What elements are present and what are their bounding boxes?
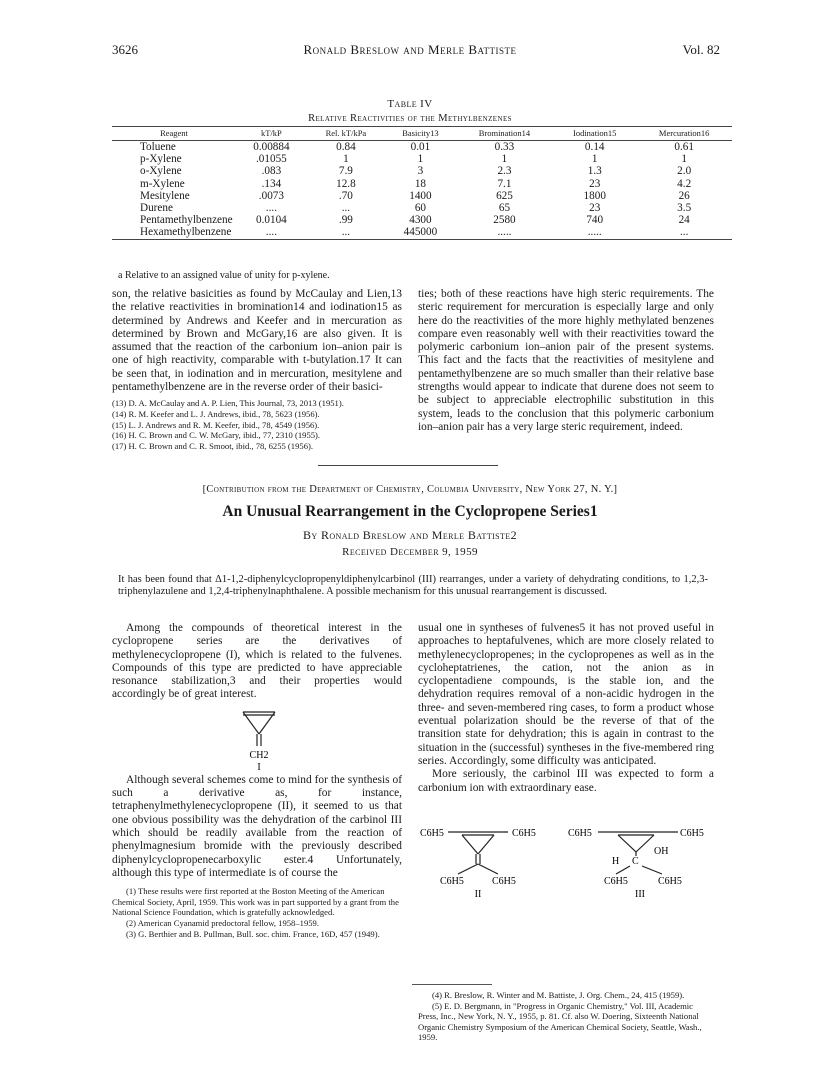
value-cell: 3.5 [677,202,692,215]
compound-label: III [635,889,645,900]
table-row [112,214,732,226]
value-cell: 7.9 [338,165,353,178]
value-cell: 740 [586,214,604,227]
column-header: Reagent [112,127,236,141]
value-cell: 1 [591,153,598,166]
value-cell: 625 [496,189,513,202]
reagent-cell: Mesitylene [140,189,190,202]
footnote: (17) H. C. Brown and C. R. Smoot, ibid., 78, 6255 (1956). [112,440,313,451]
value-cell: 23 [589,202,601,215]
value-cell: .70 [338,189,353,202]
value-cell: 65 [498,202,511,215]
table-row [112,141,732,154]
body-paragraph: Among the compounds of theoretical interest in the cyclopropene series are the derivatives of methylenecyclopropene (I), which is related to the fulvenes. Compounds of this type are predicted to have appreciable resonance stabilization,3 and their properties would accordingly be of great interest. [112,622,402,701]
value-cell: 12.8 [336,177,356,190]
reagent-cell: Toluene [140,141,176,153]
hydroxyl-label: OH [654,846,669,857]
value-cell: .... [265,202,277,215]
value-cell: 18 [414,177,426,190]
footnote: (3) G. Berthier and B. Pullman, Bull. soc. chim. France, 16D, 457 (1949). [126,928,380,939]
body-left-column [112,622,402,939]
compound-label: II [474,889,482,900]
column-header: kT/kP [236,127,307,141]
byline: By Ronald Breslow and Merle Battiste2 [302,528,518,542]
footnote: (15) L. J. Andrews and R. M. Keefer, ibid., 78, 4549 (1956). [112,419,320,430]
substituent-label: C6H5 [440,876,464,887]
value-cell: 0.61 [674,141,694,153]
value-cell: .083 [261,165,282,178]
value-cell: .01055 [256,153,287,166]
received-date: Received December 9, 1959 [342,546,478,558]
hydrogen-label: H [612,856,620,867]
footnote: (4) R. Breslow, R. Winter and M. Battiste, J. Org. Chem., 24, 415 (1959). [432,990,685,1000]
section-divider [318,465,498,466]
value-cell: 1 [343,153,349,166]
value-cell: 23 [589,177,601,190]
value-cell: 60 [414,202,426,215]
reagent-cell: p-Xylene [140,153,182,166]
value-cell: ..... [456,226,553,239]
footnote-rule [412,984,492,985]
value-cell: 1400 [409,189,432,202]
page-number: 3626 [112,42,138,57]
substituent-label: C6H5 [658,876,682,887]
value-cell: 1 [501,153,508,166]
value-cell: .... [236,226,307,239]
left-footnotes [112,886,402,939]
value-cell: 0.84 [336,141,356,153]
value-cell: ... [341,202,351,215]
value-cell: .134 [261,177,282,190]
footnote: (2) American Cyanamid predoctoral fellow, 1958–1959. [126,917,319,928]
value-cell: 2580 [493,214,516,227]
value-cell: 3 [417,165,424,178]
substituent-label: CH2 [249,749,269,761]
body-right-column [418,622,714,795]
substituent-label: C6H5 [512,828,536,839]
reagent-cell: m-Xylene [140,177,185,190]
running-header-authors: Ronald Breslow and Merle Battiste [303,42,517,57]
value-cell: 2.0 [677,165,692,178]
reagent-cell: Durene [140,202,173,215]
column-header: Basicity13 [385,127,456,141]
carbon-label: C [632,856,639,867]
reagent-cell: Pentamethylbenzene [140,214,233,227]
value-cell: ... [636,226,732,239]
value-cell: 0.01 [410,141,431,153]
reactivity-table [112,126,732,240]
footnote: (5) E. D. Bergmann, in "Progress in Organic Chemistry," Vol. III, Academic Press, Inc., New York, N. Y., 1955, p. 81. Cf. also W. Doering, Sixteenth National Organic Chemistry Symposium of the American Chemical Society, Seattle, Wash., 1959. [418,1000,702,1043]
article-title: An Unusual Rearrangement in the Cyclopropene Series1 [222,503,598,520]
value-cell: 7.1 [497,177,512,190]
value-cell: 1800 [583,189,606,202]
structures-II-III [418,822,714,900]
volume: Vol. 82 [682,42,720,57]
top-left-footnotes [112,398,402,451]
value-cell: 24 [678,214,690,227]
reagent-cell: Hexamethylbenzene [112,226,236,239]
substituent-label: C6H5 [680,828,704,839]
column-header: Mercuration16 [636,127,732,141]
table-row [112,190,732,202]
footnote: (16) H. C. Brown and C. W. McGary, ibid., 77, 2310 (1955). [112,430,321,441]
value-cell: 1 [417,153,424,166]
footnote: (13) D. A. McCaulay and A. P. Lien, This Journal, 73, 2013 (1951). [112,398,344,409]
cyclopropene-ring [243,712,275,746]
value-cell: .0073 [258,189,284,202]
body-paragraph: More seriously, the carbinol III was expected to form a carbonium ion with extraordinary ease. [418,768,714,794]
column-header: Iodination15 [553,127,636,141]
value-cell: 0.0104 [256,214,287,227]
value-cell: 4300 [409,214,432,227]
table-row [112,153,732,165]
table-footnote: a Relative to an assigned value of unity for p-xylene. [118,270,330,281]
table-header-row [112,127,732,141]
substituent-label: C6H5 [420,828,444,839]
footnote: (14) R. M. Keefer and L. J. Andrews, ibid., 78, 5623 (1956). [112,408,320,419]
structure-II [420,828,536,900]
top-right-paragraph: ties; both of these reactions have high steric requirements. The steric requirement for mercuration is especially large and only here do the reactivities of the more highly methylated benzenes compare even reasonably well with their reactivities toward the polymeric carbonium ion–anion pair of the present systems. This fact and the facts that the reactivities of mesitylene and pentamethylbenzene are so much smaller than their relative base strengths would appear to indicate that durene does not seem to be subject to appreciable electrophilic substitution in this system, leads to the conclusion that this polymeric carbonium ion–anion pair has a very large steric requirement, indeed. [418,288,714,433]
top-left-column [112,288,402,451]
top-right-column [418,288,714,434]
value-cell: ... [307,226,385,239]
body-paragraph: usual one in syntheses of fulvenes5 it has not proved useful in approaches to heptafulvenes, which are more closely related to methylenecyclopropenes; in the cyclopropenes as well as in the cycloheptatrienes, the cation, not the anion as in cyclopentadiene compounds, is the stable ion, and the dehydration requires removal of a non-acidic hydrogen in the three- and seven-membered ring cases, to form a product whose eventual polarization should be the reverse of that of the transition state for dehydration; this is again in contrast to the situation in the (successful) syntheses in the five-membered ring series. Accordingly, some difficulty was anticipated. [418,622,714,767]
table-row [112,178,732,190]
contribution-line: [Contribution from the Department of Chemistry, Columbia University, New York 27, N. Y.] [202,484,618,495]
table-subtitle: Relative Reactivities of the Methylbenzenes [308,113,512,124]
substituent-label: C6H5 [568,828,592,839]
column-header: Rel. kT/kPa [307,127,385,141]
compound-label: I [257,761,261,772]
value-cell: 0.33 [494,141,515,153]
table-row [112,202,732,214]
value-cell: 2.3 [497,165,512,178]
value-cell: 0.14 [584,141,605,153]
body-paragraph: Although several schemes come to mind for the synthesis of such a derivative as, for instance, tetraphenylmethylenecyclopropene (II), it seemed to us that one obvious possibility was the dehydration of the carbinol III which should be readily available from the reaction of phenylmagnesium bromide with the previously described diphenylcyclopropenecarboxylic ester.4 Unfortunately, although this type of intermediate is of course the [112,773,402,879]
table-title: Table IV [387,98,433,110]
top-left-paragraph: son, the relative basicities as found by McCaulay and Lien,13 the relative reactivities in bromination14 and iodination15 as determined by Andrews and Keefer and in mercuration as determined by Brown and McGary,16 are also given. It is assumed that the reaction of the carbonium ion–anion pair is one of high reactivity, comparable with t-butylation.17 It can be seen that, in iodination and in mercuration, mesitylene and pentamethylbenzene are in the reverse order of their basici- [112,288,402,394]
value-cell: ..... [553,226,636,239]
structure-I [112,706,402,772]
substituent-label: C6H5 [604,876,628,887]
footnote: (1) These results were first reported at the Boston Meeting of the American Chemical Society, April, 1959. This work was in part supported by a grant from the National Science Foundation, which is gratefully acknowledged. [112,886,399,918]
abstract: It has been found that Δ1-1,2-diphenylcyclopropenyldiphenylcarbinol (III) rearranges, under a variety of dehydrating conditions, to 1,2,3-triphenylazulene and 1,2,4-triphenylnaphthalene. A possible mechanism for this unusual rearrangement is discussed. [118,574,708,597]
value-cell: 26 [678,189,690,202]
value-cell: 445000 [385,226,456,239]
table-row [112,165,732,177]
value-cell: .99 [338,214,353,227]
reagent-cell: o-Xylene [140,165,182,178]
value-cell: 0.00884 [253,141,290,153]
value-cell: 4.2 [677,177,692,190]
structure-III [568,828,704,900]
column-header: Bromination14 [456,127,553,141]
value-cell: 1.3 [587,165,602,178]
substituent-label: C6H5 [492,876,516,887]
table-row [112,226,732,239]
right-footnotes [418,990,714,1043]
value-cell: 1 [681,153,687,166]
